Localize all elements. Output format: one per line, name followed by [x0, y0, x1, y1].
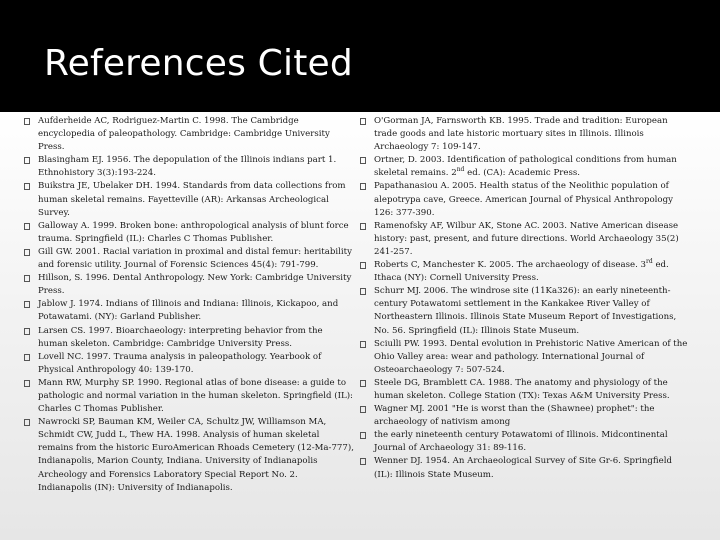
bullet-box-icon	[360, 341, 366, 348]
bullet-box-icon	[24, 328, 30, 335]
title-bar	[0, 0, 720, 112]
reference-item	[24, 220, 354, 246]
bullet-box-icon	[360, 380, 366, 387]
reference-item	[24, 416, 354, 495]
reference-text: Wenner DJ. 1954. An Archaeological Survey of Site Gr-6. Springfield (IL): Illinois State Museum.	[374, 456, 672, 480]
bullet-box-icon	[360, 183, 366, 190]
bullet-box-icon	[24, 419, 30, 426]
reference-item	[360, 338, 690, 377]
reference-item	[24, 180, 354, 219]
reference-item	[24, 325, 354, 351]
reference-text: Sciulli PW. 1993. Dental evolution in Prehistoric Native American of the Ohio Valley area: wear and pathology. International Journal of Osteoarchaeology 7: 507-524.	[374, 338, 688, 375]
reference-item	[360, 154, 690, 180]
reference-text: Roberts C, Manchester K. 2005. The archaeology of disease. 3rd ed. Ithaca (NY): Cornell University Press.	[374, 258, 669, 284]
bullet-box-icon	[360, 262, 366, 269]
reference-text: Ramenofsky AF, Wilbur AK, Stone AC. 2003. Native American disease history: past, present, and future directions. World Archaeology 35(2) 241-257.	[374, 220, 679, 257]
bullet-box-icon	[24, 354, 30, 361]
bullet-box-icon	[360, 118, 366, 125]
reference-item	[360, 259, 690, 285]
reference-text: Buikstra JE, Ubelaker DH. 1994. Standards from data collections from human skeletal remains. Fayetteville (AR): Arkansas Archeological Survey.	[38, 181, 346, 218]
reference-item	[24, 115, 354, 154]
reference-text: Nawrocki SP, Bauman KM, Weiler CA, Schultz JW, Williamson MA, Schmidt CW, Judd L, Thew HA. 1998. Analysis of human skeletal remains from the historic EuroAmerican Rhoads Cemetery (12-Ma-777), Indianapolis, Marion County, Indiana. University of Indianapolis Archeology and Forensics Laboratory Special Report No. 2. Indianapolis (IN): University of Indianapolis.	[38, 417, 354, 493]
bullet-box-icon	[360, 406, 366, 413]
bullet-box-icon	[24, 249, 30, 256]
reference-text: Aufderheide AC, Rodriguez-Martin C. 1998. The Cambridge encyclopedia of paleopathology. Cambridge: Cambridge University Press.	[38, 116, 330, 153]
bullet-box-icon	[24, 275, 30, 282]
bullet-box-icon	[360, 458, 366, 465]
reference-item	[360, 429, 690, 455]
reference-text: the early nineteenth century Potawatomi of Illinois. Midcontinental Journal of Archaeology 31: 89-116.	[374, 430, 668, 454]
reference-text: O'Gorman JA, Farnsworth KB. 1995. Trade and tradition: European trade goods and late historic mortuary sites in Illinois. Illinois Archaeology 7: 109-147.	[374, 116, 668, 153]
reference-item	[24, 298, 354, 324]
reference-text: Steele DG, Bramblett CA. 1988. The anatomy and physiology of the human skeleton. College Station (TX): Texas A&M University Press.	[374, 377, 670, 401]
reference-item	[360, 403, 690, 429]
reference-item	[24, 154, 354, 180]
reference-text: Hillson, S. 1996. Dental Anthropology. New York: Cambridge University Press.	[38, 273, 352, 297]
bullet-box-icon	[24, 223, 30, 230]
slide-title: References Cited	[44, 43, 353, 84]
reference-text: Mann RW, Murphy SP. 1990. Regional atlas of bone disease: a guide to pathologic and normal variation in the human skeleton. Springfield (IL): Charles C Thomas Publisher.	[38, 377, 353, 415]
reference-item	[360, 220, 690, 259]
reference-text: Wagner MJ. 2001 "He is worst than the (Shawnee) prophet": the archaeology of nativism among	[374, 404, 655, 428]
reference-item	[360, 285, 690, 337]
reference-text: Jablow J. 1974. Indians of Illinois and Indiana: Illinois, Kickapoo, and Potawatami. (NY): Garland Publisher.	[38, 299, 339, 323]
reference-item	[360, 115, 690, 154]
bullet-box-icon	[24, 301, 30, 308]
reference-text: Gill GW. 2001. Racial variation in proximal and distal femur: heritability and forensic utility. Journal of Forensic Sciences 45(4): 791-799.	[38, 246, 352, 271]
reference-text: Schurr MJ. 2006. The windrose site (11Ka326): an early nineteenth-century Potawatomi settlement in the Kankakee River Valley of Northeastern Illinois. Illinois State Museum Report of Investigations, No. 56. Springfield (IL): Illinois State Museum.	[374, 286, 677, 336]
reference-text: Blasingham EJ. 1956. The depopulation of the Illinois indians part 1. Ethnohistory 3(3):193-224.	[38, 155, 337, 179]
bullet-box-icon	[360, 157, 366, 164]
reference-item	[24, 272, 354, 298]
bullet-box-icon	[360, 223, 366, 230]
reference-list-left	[24, 115, 354, 495]
reference-text: Larsen CS. 1997. Bioarchaeology: interpreting behavior from the human skeleton. Cambridge: Cambridge University Press.	[38, 325, 323, 349]
bullet-box-icon	[24, 183, 30, 190]
reference-item	[24, 246, 354, 272]
reference-list-right	[360, 115, 690, 482]
reference-item	[360, 377, 690, 403]
reference-item	[24, 351, 354, 377]
reference-text: Papathanasiou A. 2005. Health status of the Neolithic population of alepotrypa cave, Greece. American Journal of Physical Anthropology 126: 377-390.	[374, 181, 673, 218]
bullet-box-icon	[360, 432, 366, 439]
reference-item	[360, 455, 690, 481]
reference-text: Galloway A. 1999. Broken bone: anthropological analysis of blunt force trauma. Springfield (IL): Charles C Thomas Publisher.	[38, 220, 349, 244]
reference-text: Ortner, D. 2003. Identification of pathological conditions from human skeletal remains. 2nd ed. (CA): Academic Press.	[374, 155, 677, 179]
bullet-box-icon	[24, 157, 30, 164]
bullet-box-icon	[360, 288, 366, 295]
reference-item	[360, 180, 690, 219]
bullet-box-icon	[24, 380, 30, 387]
bullet-box-icon	[24, 118, 30, 125]
reference-text: Lovell NC. 1997. Trauma analysis in paleopathology. Yearbook of Physical Anthropology 40: 139-170.	[38, 351, 322, 375]
reference-item	[24, 377, 354, 416]
